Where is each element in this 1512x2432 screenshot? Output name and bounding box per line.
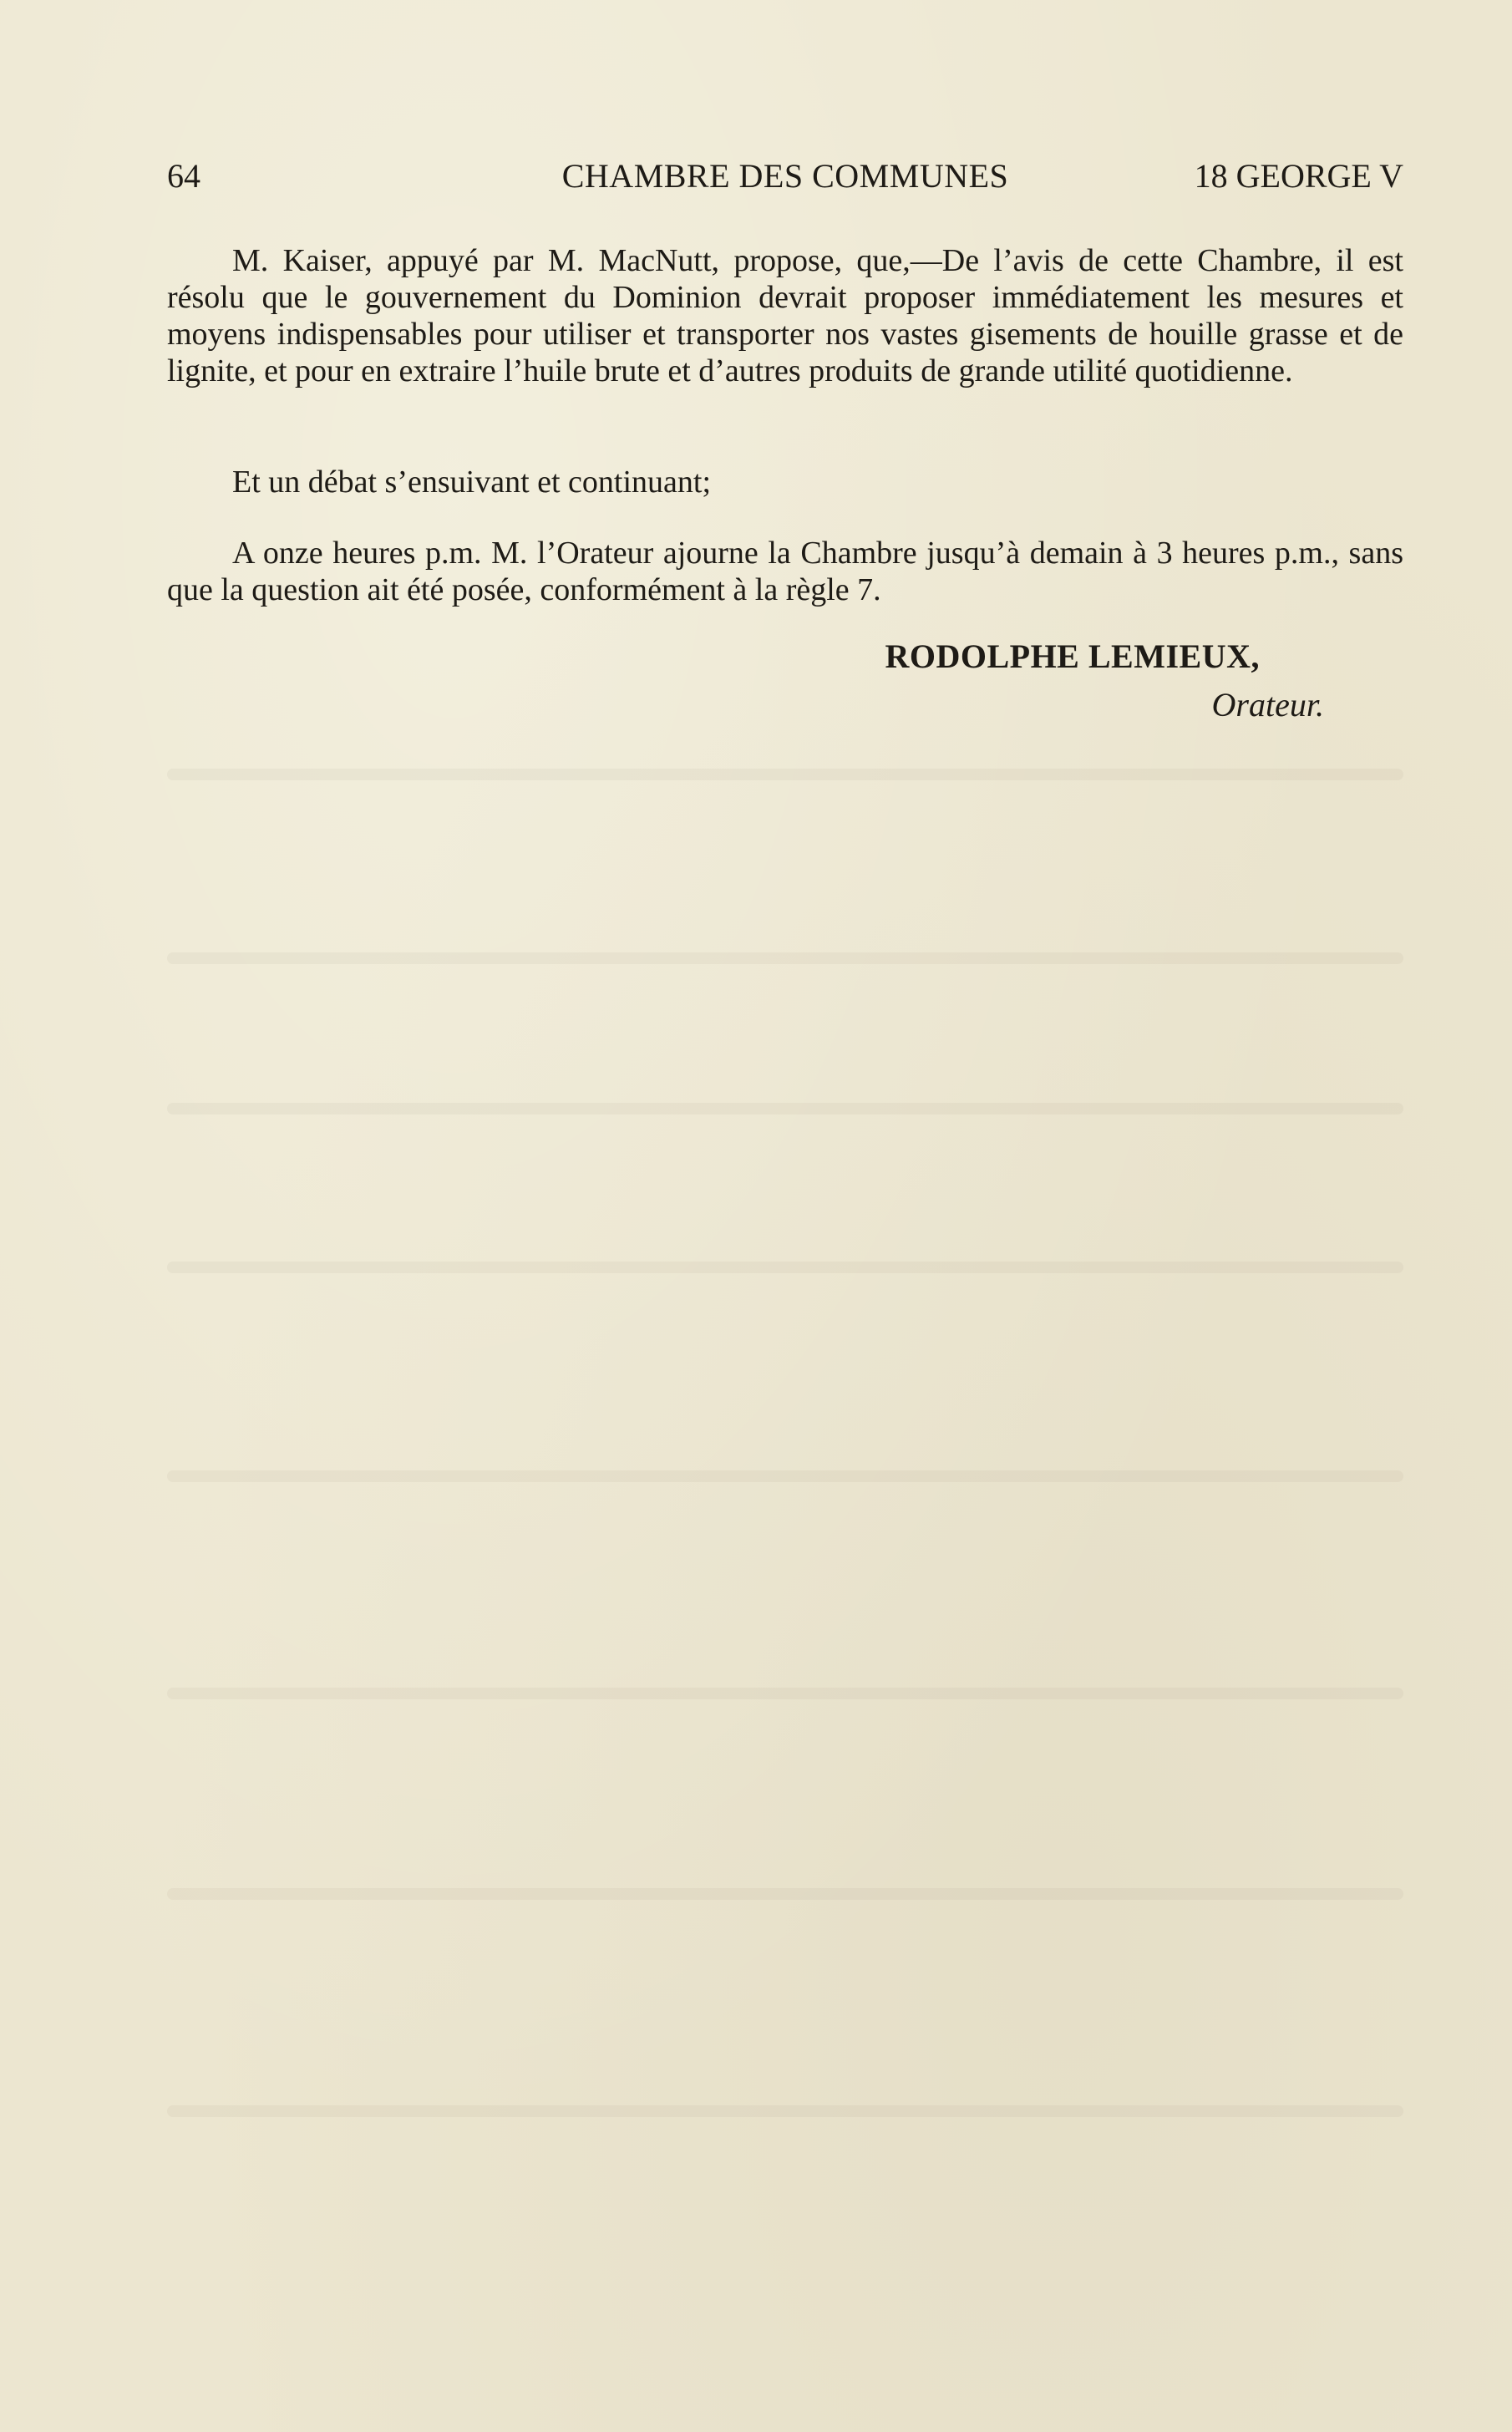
bleed-through-line bbox=[167, 1470, 1403, 1482]
bleed-through-line bbox=[167, 1688, 1403, 1699]
bleed-through-line bbox=[167, 1262, 1403, 1273]
bleed-through-line bbox=[167, 2105, 1403, 2117]
bleed-through-line bbox=[167, 1103, 1403, 1114]
bleed-through-line bbox=[167, 769, 1403, 780]
bleed-through-line bbox=[167, 952, 1403, 964]
debate-text: Et un débat s’ensuivant et continuant; bbox=[232, 465, 712, 500]
adjournment-text: A onze heures p.m. M. l’Orateur ajourne la Chambre jusqu’à demain à 3 heures p.m., sans que la question ait été posée, conformément à la règle 7. bbox=[167, 536, 1403, 607]
motion-paragraph bbox=[167, 242, 1403, 389]
bleed-through-line bbox=[167, 1888, 1403, 1900]
regnal-year: 18 GEORGE V bbox=[1194, 157, 1403, 195]
page-number: 64 bbox=[167, 157, 200, 195]
adjournment-paragraph bbox=[167, 535, 1403, 608]
running-title: CHAMBRE DES COMMUNES bbox=[561, 157, 1009, 195]
speaker-signature-name: RODOLPHE LEMIEUX, bbox=[885, 637, 1260, 675]
speaker-signature-title: Orateur. bbox=[1211, 686, 1324, 724]
motion-text: M. Kaiser, appuyé par M. MacNutt, propose, que,—De l’avis de cette Chambre, il est résolu que le gouvernement du Dominion devrait proposer immédiatement les mesures et moyens indispensables pour utiliser et transporter nos vastes gisements de houille grasse et de lignite, et pour en extraire l’huile brute et d’autres produits de grande utilité quotidienne. bbox=[167, 243, 1403, 388]
debate-paragraph bbox=[167, 464, 1403, 500]
page-header bbox=[167, 155, 1403, 197]
